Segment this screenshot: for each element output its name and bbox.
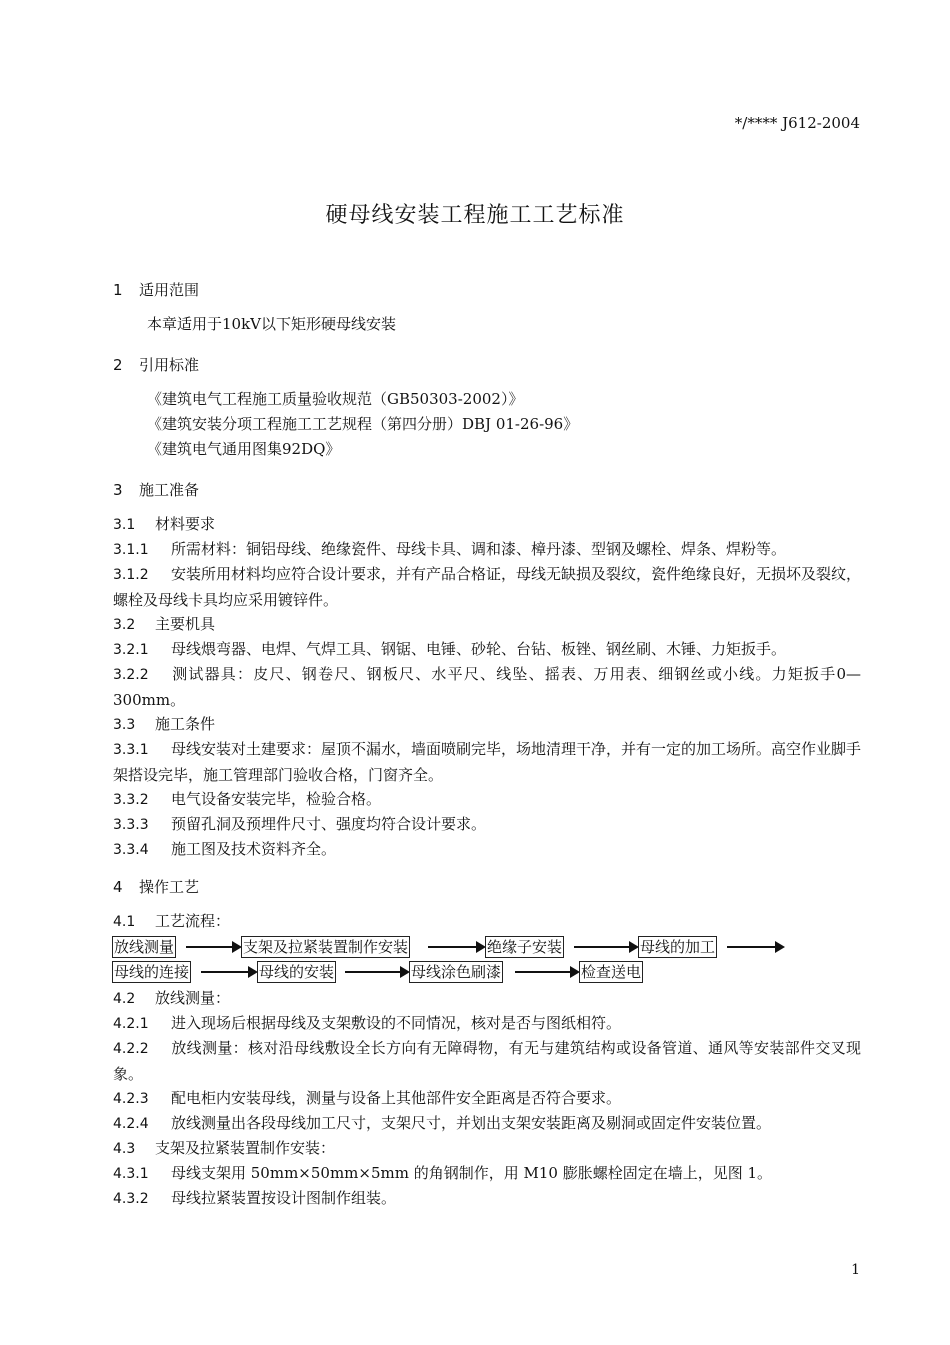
flow-step: 绝缘子安装 [487, 938, 563, 956]
clause-text: 母线煨弯器、电焊、气焊工具、钢锯、电锤、砂轮、台钻、板锉、钢丝刷、木锤、力矩扳手。 [171, 640, 787, 658]
reference-item: 《建筑电气通用图集92DQ》 [147, 440, 341, 458]
clause-text: 主要机具 [155, 615, 216, 633]
flow-arrow [186, 946, 234, 948]
clause-number: 3.3.4 [113, 842, 149, 858]
section-number: 4 [113, 878, 123, 896]
clause-number: 4.2.4 [113, 1116, 149, 1132]
clause-4-3-1 [113, 1161, 772, 1187]
clause-number: 3.3 [113, 717, 136, 733]
clause-number: 3.1.2 [113, 567, 149, 583]
clause-text: 配电柜内安装母线，测量与设备上其他部件安全距离是否符合要求。 [171, 1089, 622, 1107]
clause-text: 母线安装对土建要求：屋顶不漏水，墙面喷刷完毕，场地清理干净，并有一定的加工场所。高空作业脚手架搭设完毕，施工管理部门验收合格，门窗齐全。 [113, 740, 862, 784]
clause-number: 3.3.2 [113, 792, 149, 808]
clause-text: 母线拉紧装置按设计图制作组装。 [171, 1189, 397, 1207]
clause-4-2-3 [113, 1086, 621, 1112]
clause-number: 4.3.2 [113, 1191, 149, 1207]
clause-number: 3.3.1 [113, 742, 149, 758]
section-title: 适用范围 [139, 281, 200, 299]
clause-number: 4.2.1 [113, 1016, 149, 1032]
clause-number: 3.1.1 [113, 542, 149, 558]
flow-arrow [201, 971, 250, 973]
clause-4-2-1 [113, 1011, 621, 1037]
clause-number: 4.2.3 [113, 1091, 149, 1107]
section-2-heading [113, 354, 199, 375]
clause-number: 4.1 [113, 914, 136, 930]
clause-text: 材料要求 [155, 515, 216, 533]
clause-text: 预留孔洞及预埋件尺寸、强度均符合设计要求。 [171, 815, 487, 833]
clause-3-3-1 [113, 737, 861, 788]
flow-step: 支架及拉紧装置制作安装 [243, 938, 409, 956]
section-1-text: 本章适用于10kV以下矩形硬母线安装 [147, 315, 397, 333]
clause-text: 支架及拉紧装置制作安装： [155, 1139, 336, 1157]
section-number: 3 [113, 481, 123, 499]
clause-number: 3.3.3 [113, 817, 149, 833]
subsection-3-1 [113, 512, 215, 538]
subsection-4-3 [113, 1136, 335, 1162]
clause-text: 施工条件 [155, 715, 216, 733]
reference-item: 《建筑电气工程施工质量验收规范（GB50303-2002）》 [147, 390, 524, 408]
clause-number: 4.3.1 [113, 1166, 149, 1182]
flow-step: 母线的安装 [259, 963, 335, 981]
document-code: */**** J612-2004 [734, 114, 860, 132]
clause-text: 进入现场后根据母线及支架敷设的不同情况，核对是否与图纸相符。 [171, 1014, 622, 1032]
clause-number: 3.2 [113, 617, 136, 633]
subsection-3-3 [113, 712, 215, 738]
section-1-heading [113, 279, 199, 300]
clause-4-2-4 [113, 1111, 771, 1137]
flow-step: 母线涂色刷漆 [411, 963, 502, 981]
clause-text: 施工图及技术资料齐全。 [171, 840, 337, 858]
flow-arrow [345, 971, 402, 973]
flow-arrow [428, 946, 478, 948]
clause-text: 放线测量出各段母线加工尺寸，支架尺寸，并划出支架安装距离及剔洞或固定件安装位置。 [171, 1114, 772, 1132]
clause-text: 所需材料：铜铝母线、绝缘瓷件、母线卡具、调和漆、樟丹漆、型钢及螺栓、焊条、焊粉等。 [171, 540, 787, 558]
clause-3-3-3 [113, 812, 486, 838]
section-4-heading [113, 876, 199, 897]
section-3-heading [113, 479, 199, 500]
subsection-4-1 [113, 909, 230, 935]
page-number: 1 [851, 1262, 860, 1278]
clause-number: 3.2.1 [113, 642, 149, 658]
clause-4-3-2 [113, 1186, 396, 1212]
page-title: 硬母线安装工程施工工艺标准 [325, 203, 625, 228]
clause-3-2-2 [113, 662, 861, 713]
section-title: 施工准备 [139, 481, 200, 499]
subsection-4-2 [113, 986, 230, 1012]
flow-step: 母线的加工 [640, 938, 716, 956]
clause-3-3-2 [113, 787, 381, 813]
clause-text: 安装所用材料均应符合设计要求，并有产品合格证，母线无缺损及裂纹，瓷件绝缘良好，无损坏及裂纹，螺栓及母线卡具均应采用镀锌件。 [113, 565, 862, 609]
section-number: 1 [113, 281, 123, 299]
clause-text: 母线支架用 50mm×50mm×5mm 的角钢制作，用 M10 膨胀螺栓固定在墙上，见图 1。 [171, 1164, 773, 1182]
clause-number: 4.2.2 [113, 1041, 149, 1057]
flow-arrow [574, 946, 631, 948]
clause-number: 3.1 [113, 517, 136, 533]
clause-3-1-1 [113, 537, 786, 563]
clause-3-1-2 [113, 562, 861, 613]
clause-text: 放线测量： [155, 989, 231, 1007]
flow-step: 放线测量 [114, 938, 175, 956]
clause-text: 放线测量：核对沿母线敷设全长方向有无障碍物，有无与建筑结构或设备管道、通风等安装部件交叉现象。 [113, 1039, 861, 1083]
clause-number: 3.2.2 [113, 667, 149, 683]
clause-text: 测试器具：皮尺、钢卷尺、钢板尺、水平尺、线坠、摇表、万用表、细钢丝或小线。力矩扳手0—300mm。 [113, 665, 861, 709]
flow-step: 母线的连接 [114, 963, 190, 981]
clause-3-3-4 [113, 837, 336, 863]
section-number: 2 [113, 356, 123, 374]
section-title: 操作工艺 [139, 878, 200, 896]
clause-text: 工艺流程： [155, 912, 231, 930]
clause-3-2-1 [113, 637, 786, 663]
clause-text: 电气设备安装完毕，检验合格。 [171, 790, 382, 808]
clause-number: 4.3 [113, 1141, 136, 1157]
flow-arrow [727, 946, 777, 948]
section-title: 引用标准 [139, 356, 200, 374]
flow-arrow [515, 971, 572, 973]
clause-number: 4.2 [113, 991, 136, 1007]
subsection-3-2 [113, 612, 215, 638]
reference-item: 《建筑安装分项工程施工工艺规程（第四分册）DBJ 01-26-96》 [147, 415, 579, 433]
clause-4-2-2 [113, 1036, 861, 1087]
flow-step: 检查送电 [581, 963, 642, 981]
